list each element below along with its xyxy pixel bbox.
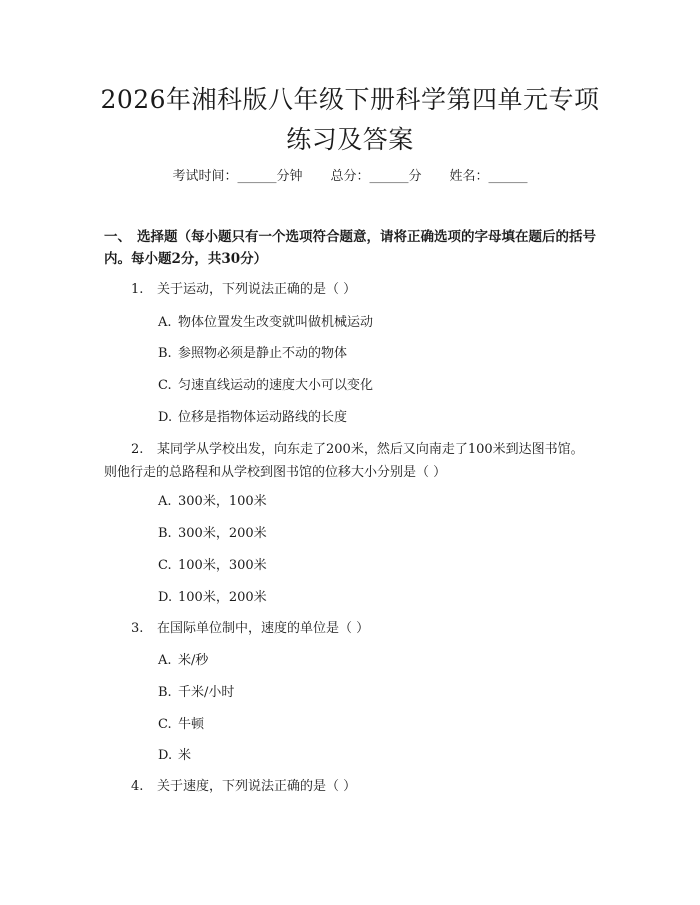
option-text: 牛顿 [178, 717, 205, 732]
option-3d [158, 746, 191, 766]
option-letter: C. [158, 378, 172, 393]
option-1b [158, 344, 347, 364]
question-stem: 关于速度，下列说法正确的是（ ） [157, 779, 357, 794]
option-2b [158, 524, 267, 544]
document-title-line1: 2026年湘科版八年级下册科学第四单元专项 [100, 85, 600, 114]
option-letter: A. [158, 653, 172, 668]
question-1 [131, 280, 356, 300]
option-2c [158, 556, 267, 576]
option-letter: A. [158, 494, 172, 509]
section-instructions: 选择题（每小题只有一个选项符合题意，请将正确选项的字母填在题后的括号内。每小题2分，共30分） [104, 229, 596, 267]
option-text: 物体位置发生改变就叫做机械运动 [178, 315, 374, 330]
option-letter: B. [158, 685, 172, 700]
option-1c [158, 376, 373, 396]
question-number: 2. [131, 442, 144, 457]
student-name-field: 姓名：______ [449, 169, 528, 184]
question-number: 4. [131, 779, 144, 794]
option-letter: B. [158, 526, 172, 541]
section-heading [104, 226, 604, 270]
option-text: 100米，300米 [178, 558, 267, 573]
document-title-line2: 练习及答案 [286, 125, 414, 154]
option-letter: A. [158, 315, 172, 330]
option-2d [158, 588, 267, 608]
question-4 [131, 777, 356, 797]
section-number: 一、 [104, 229, 131, 245]
option-3c [158, 715, 204, 735]
question-stem: 在国际单位制中，速度的单位是（ ） [157, 621, 370, 636]
option-letter: D. [158, 590, 173, 605]
option-text: 位移是指物体运动路线的长度 [178, 410, 348, 425]
question-number: 1. [131, 282, 144, 297]
question-number: 3. [131, 621, 144, 636]
option-text: 千米/小时 [178, 685, 235, 700]
option-letter: C. [158, 558, 172, 573]
option-3b [158, 683, 234, 703]
option-3a [158, 651, 208, 671]
option-text: 米 [178, 748, 192, 763]
option-text: 300米，200米 [178, 526, 267, 541]
option-1a [158, 313, 373, 333]
option-text: 参照物必须是静止不动的物体 [178, 346, 348, 361]
question-3 [131, 619, 369, 639]
option-text: 300米，100米 [178, 494, 267, 509]
option-text: 米/秒 [178, 653, 209, 668]
question-2 [104, 438, 594, 484]
question-stem: 某同学从学校出发，向东走了200米，然后又向南走了100米到达图书馆。则他行走的总路程和从学校到图书馆的位移大小分别是（ ） [104, 442, 584, 480]
total-score-field: 总分：______分 [330, 169, 422, 184]
option-letter: B. [158, 346, 172, 361]
option-1d [158, 408, 347, 428]
option-2a [158, 492, 267, 512]
exam-time-field: 考试时间：______分钟 [172, 169, 303, 184]
option-letter: D. [158, 748, 173, 763]
option-letter: C. [158, 717, 172, 732]
option-letter: D. [158, 410, 173, 425]
option-text: 100米，200米 [178, 590, 267, 605]
exam-info [0, 167, 700, 187]
option-text: 匀速直线运动的速度大小可以变化 [178, 378, 374, 393]
question-stem: 关于运动，下列说法正确的是（ ） [157, 282, 357, 297]
